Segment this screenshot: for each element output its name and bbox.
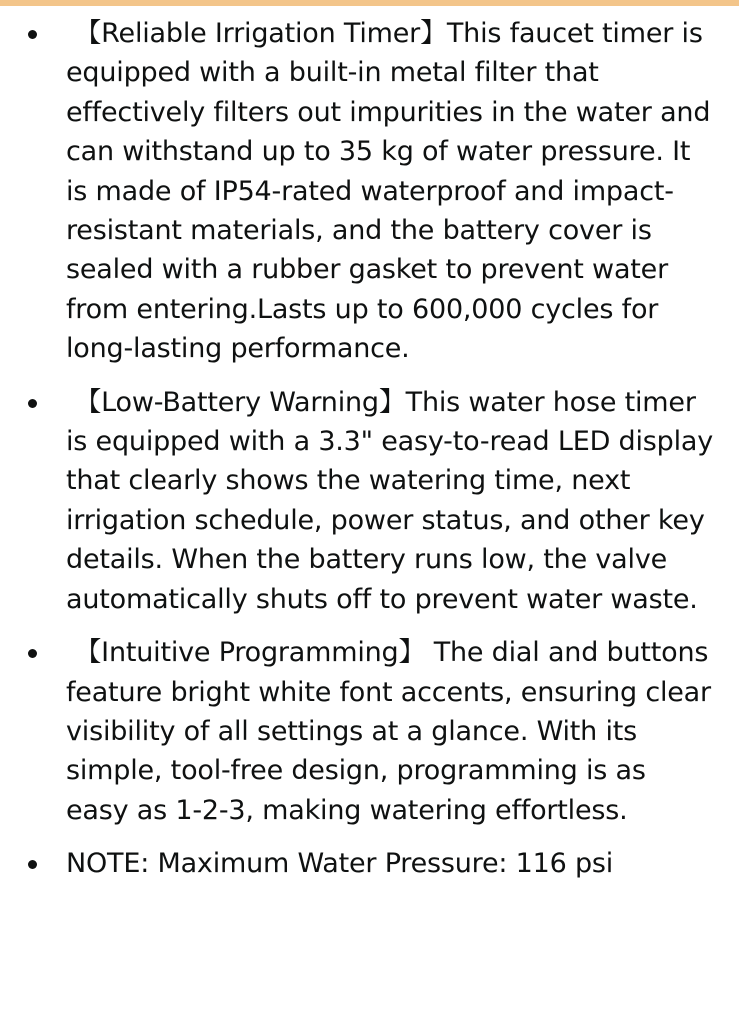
bullet-heading: 【Intuitive Programming】	[66, 637, 434, 669]
bullet-body: This faucet timer is equipped with a built-in metal filter that effectively filters out impurities in the water and can withstand up to 35 kg of water pressure. It is made of IP54-rated waterproof and impact-resistant materials, and the battery cover is sealed with a rubber gasket to prevent water from entering.Lasts up to 600,000 cycles for long-lasting performance.	[66, 18, 711, 365]
bullet-dot-icon	[28, 399, 37, 408]
list-item	[0, 14, 739, 369]
bullet-heading: 【Reliable Irrigation Timer】	[66, 18, 447, 49]
top-accent-bar	[0, 0, 739, 6]
bullet-text	[66, 14, 715, 369]
bullet-dot-icon	[28, 649, 37, 658]
list-item	[0, 633, 739, 830]
bullet-heading: 【Low-Battery Warning】	[66, 386, 406, 418]
bullet-text	[66, 844, 715, 883]
bullet-dot-icon	[28, 860, 37, 869]
list-item	[0, 844, 739, 883]
feature-bullet-list	[0, 14, 739, 884]
bullet-text	[66, 383, 715, 619]
list-item	[0, 383, 739, 619]
bullet-body: This water hose timer is equipped with a 3.3" easy-to-read LED display that clearly shows the watering time, next irrigation schedule, power status, and other key details. When the battery runs low, the valve automatically shuts off to prevent water waste.	[66, 386, 714, 615]
bullet-body: The dial and buttons feature bright white font accents, ensuring clear visibility of all settings at a glance. With its simple, tool-free design, programming is as easy as 1-2-3, making watering effortless.	[66, 637, 711, 826]
bullet-text	[66, 633, 715, 830]
bullet-dot-icon	[28, 30, 37, 39]
bullet-body: NOTE: Maximum Water Pressure: 116 psi	[66, 848, 614, 880]
